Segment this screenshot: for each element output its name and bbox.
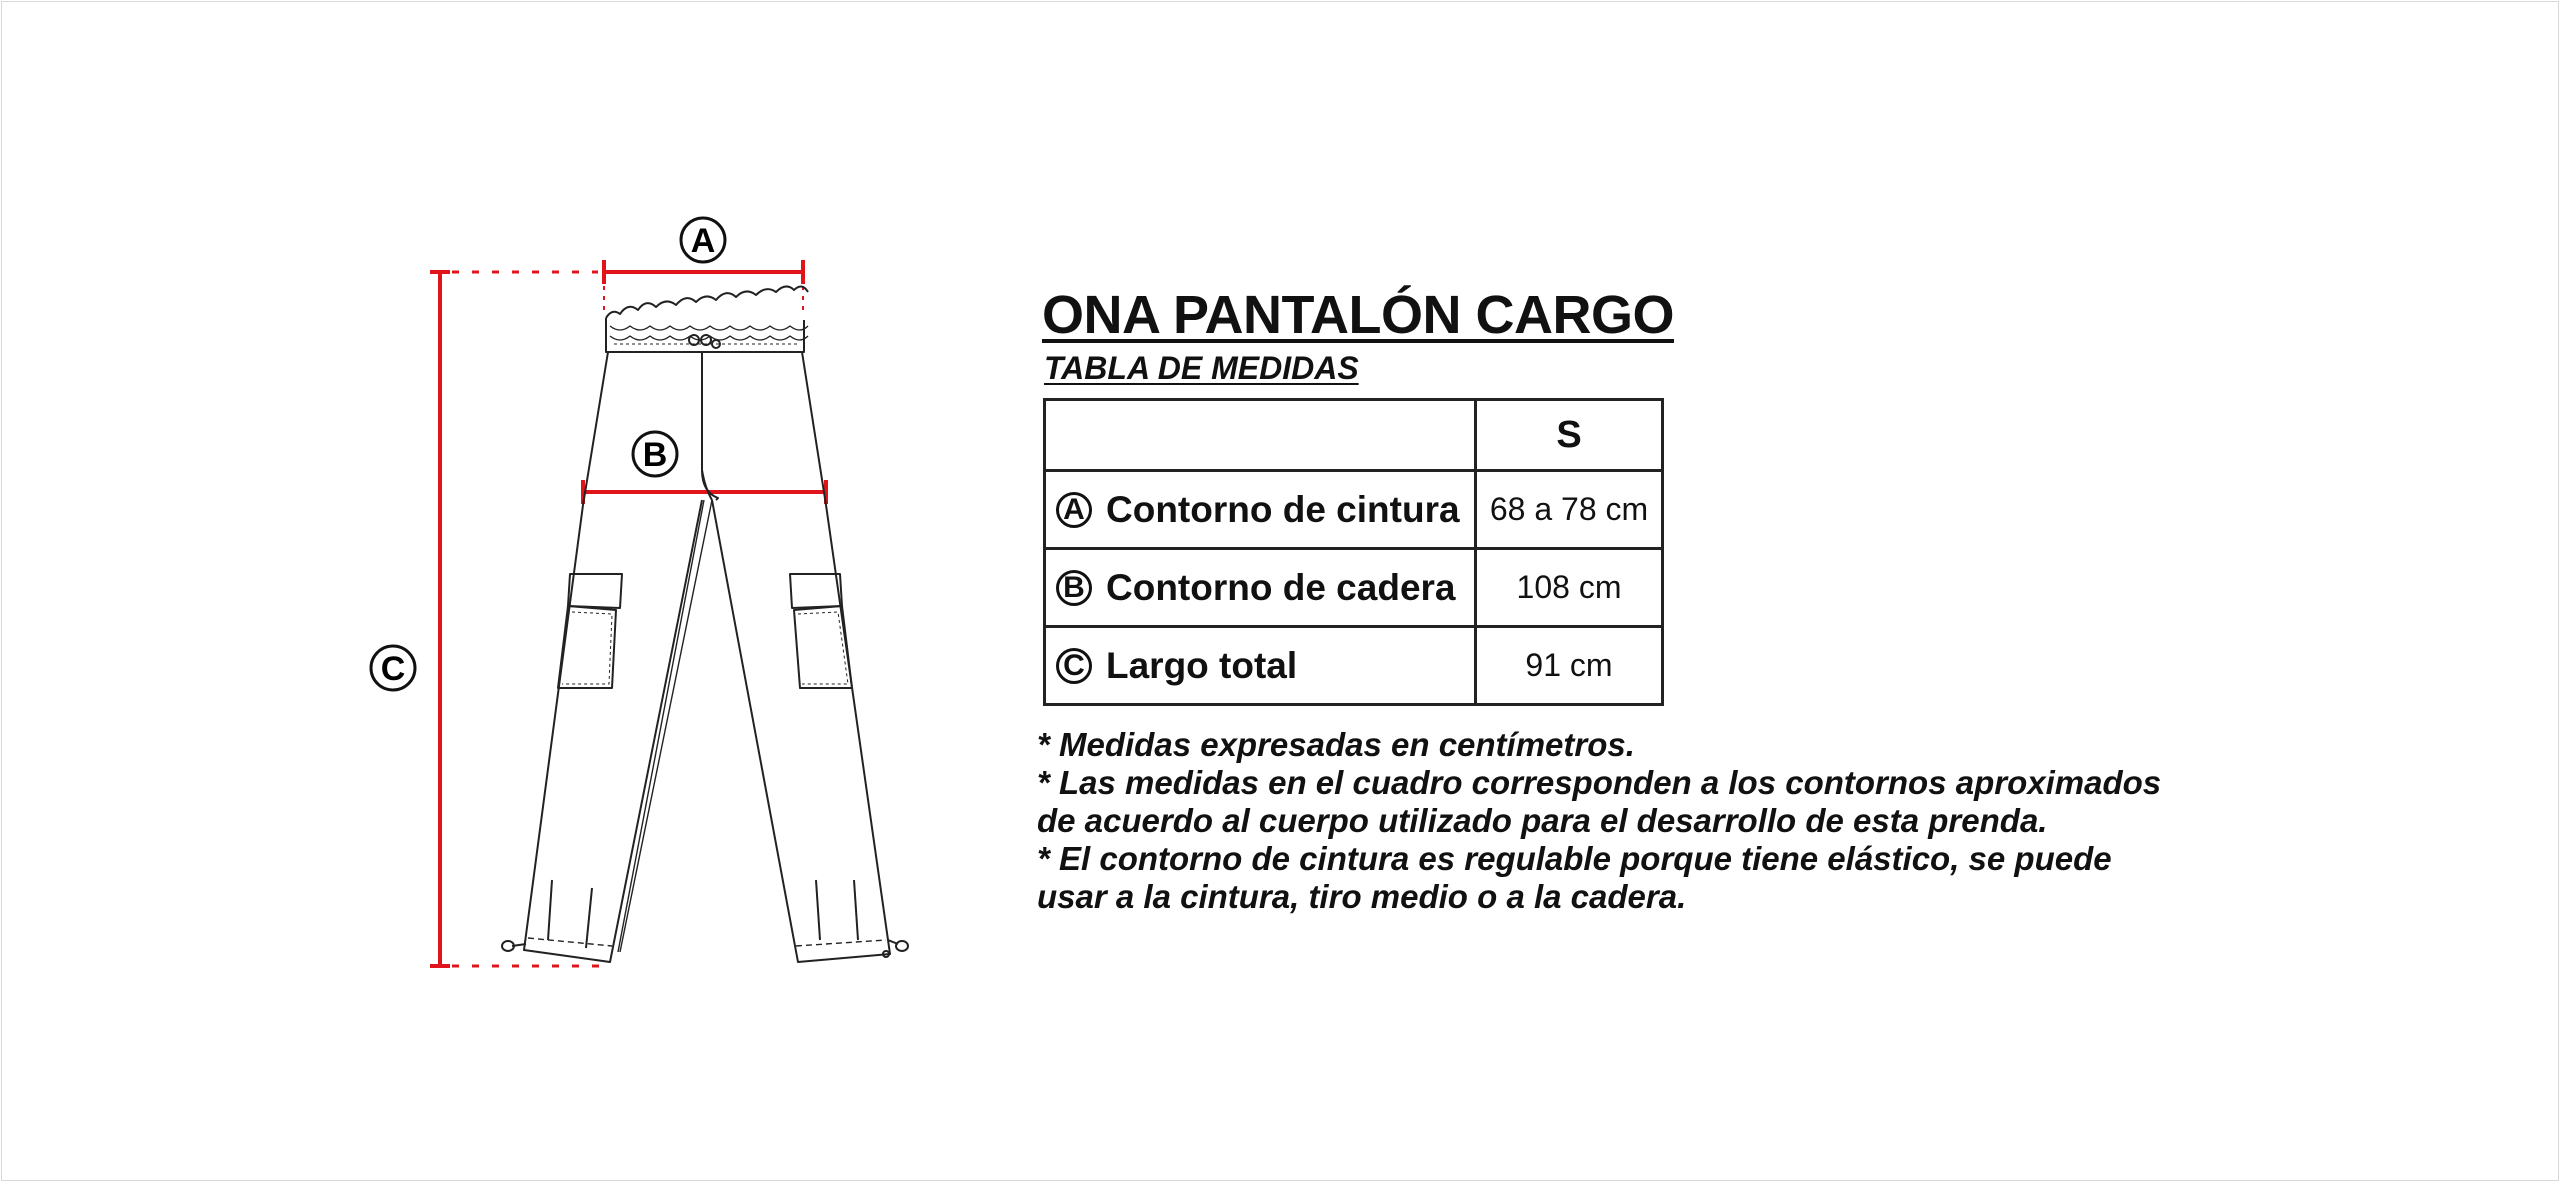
table-row bbox=[1045, 549, 1663, 627]
measure-label: Largo total bbox=[1106, 644, 1298, 686]
svg-text:C: C bbox=[380, 650, 406, 688]
marker-b-badge: B bbox=[1056, 570, 1092, 606]
measure-value: 68 a 78 cm bbox=[1476, 471, 1663, 549]
svg-text:B: B bbox=[642, 436, 668, 474]
note-line: * Las medidas en el cuadro corresponden a los contornos aproximados bbox=[1037, 764, 2162, 801]
table-header-empty-cell bbox=[1045, 400, 1476, 471]
measure-label: Contorno de cintura bbox=[1106, 488, 1460, 530]
note-line: de acuerdo al cuerpo utilizado para el desarrollo de esta prenda. bbox=[1037, 802, 2048, 839]
measure-value: 108 cm bbox=[1476, 549, 1663, 627]
note-line: usar a la cintura, tiro medio o a la cadera. bbox=[1037, 878, 1687, 915]
note-line: * El contorno de cintura es regulable porque tiene elástico, se puede bbox=[1037, 840, 2112, 877]
marker-a-badge: A bbox=[1056, 492, 1092, 528]
product-title: ONA PANTALÓN CARGO bbox=[1042, 285, 1674, 345]
marker-a bbox=[681, 218, 725, 262]
marker-b bbox=[633, 432, 677, 476]
table-row bbox=[1045, 471, 1663, 549]
size-table-subtitle: TABLA DE MEDIDAS bbox=[1044, 350, 1359, 386]
dimension-c-line bbox=[430, 272, 605, 966]
table-row bbox=[1045, 627, 1663, 705]
measurement-notes bbox=[1037, 726, 2161, 916]
size-header-cell: S bbox=[1476, 400, 1663, 471]
pants-outline bbox=[502, 286, 908, 962]
size-chart-table bbox=[1043, 398, 1664, 706]
svg-text:A: A bbox=[690, 222, 716, 260]
table-header-row bbox=[1045, 400, 1663, 471]
marker-c-badge: C bbox=[1056, 648, 1092, 684]
dimension-a-line bbox=[604, 260, 803, 312]
measure-value: 91 cm bbox=[1476, 627, 1663, 705]
note-line: * Medidas expresadas en centímetros. bbox=[1037, 726, 1635, 763]
measure-label: Contorno de cadera bbox=[1106, 566, 1456, 608]
marker-c bbox=[371, 646, 415, 690]
pants-technical-drawing bbox=[0, 0, 1000, 1184]
